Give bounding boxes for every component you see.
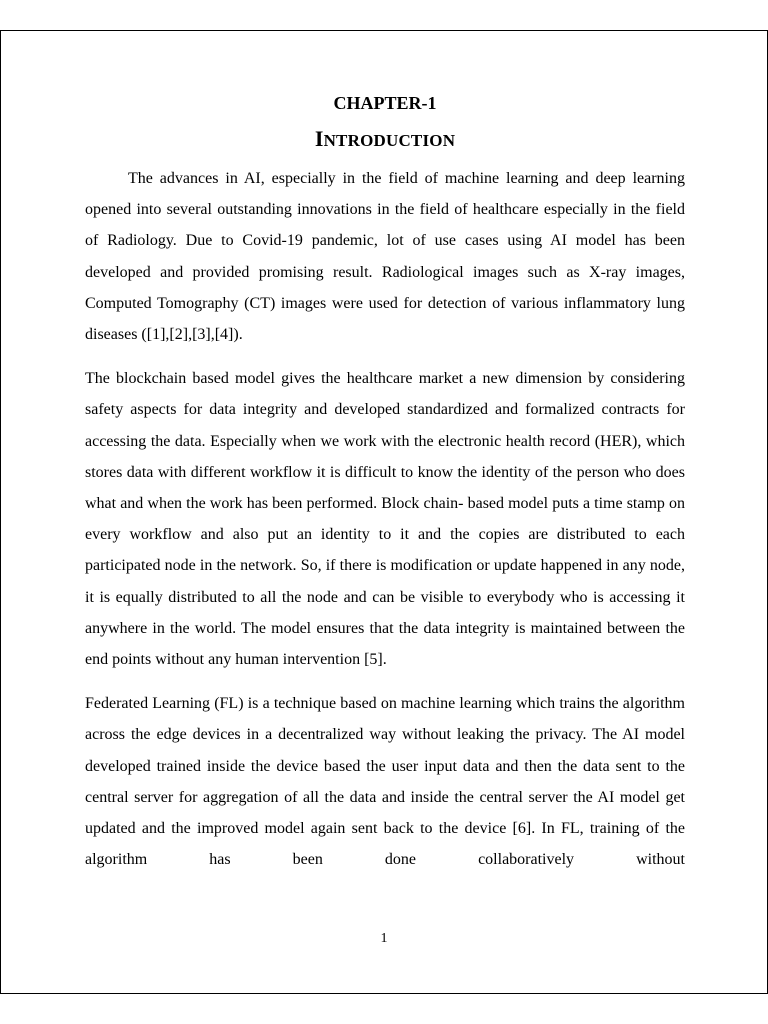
paragraph-ai-radiology: The advances in AI, especially in the field of machine learning and deep learning opened into several outstanding innovations in the field of healthcare especially in the field of Radiology. Due to Covid-19 pandemic, lot of use cases using AI model has been developed and provided promising result. Radiological images such as X-ray images, Computed Tomography (CT) images were used for detection of various inflammatory lung diseases ([1],[2],[3],[4]). bbox=[85, 170, 685, 344]
page-number: 1 bbox=[380, 931, 388, 946]
document-page bbox=[0, 30, 768, 994]
page-content bbox=[85, 91, 685, 875]
chapter-title bbox=[85, 123, 685, 157]
chapter-title-rest: NTRODUCTION bbox=[323, 131, 456, 150]
paragraph-blockchain: The blockchain based model gives the healthcare market a new dimension by considering safety aspects for data integrity and developed standardized and formalized contracts for accessing the data. Especially when we work with the electronic health record (HER), which stores data with different workflow it is difficult to know the identity of the person who does what and when the work has been performed. Block chain- based model puts a time stamp on every workflow and also put an identity to it and the copies are distributed to each participated node in the network. So, if there is modification or update happened in any node, it is equally distributed to all the node and can be visible to everybody who is accessing it anywhere in the world. The model ensures that the data integrity is maintained between the end points without any human intervention [5]. bbox=[85, 370, 685, 669]
paragraph-federated-learning: Federated Learning (FL) is a technique based on machine learning which trains the algorithm across the edge devices in a decentralized way without leaking the privacy. The AI model developed trained inside the device based the user input data and then the data sent to the central server for aggregation of all the data and inside the central server the AI model get updated and the improved model again sent back to the device [6]. In FL, training of the algorithm has been done collaboratively without bbox=[85, 695, 685, 869]
chapter-label: CHAPTER-1 bbox=[333, 93, 437, 113]
chapter-title-initial: I bbox=[314, 126, 324, 151]
